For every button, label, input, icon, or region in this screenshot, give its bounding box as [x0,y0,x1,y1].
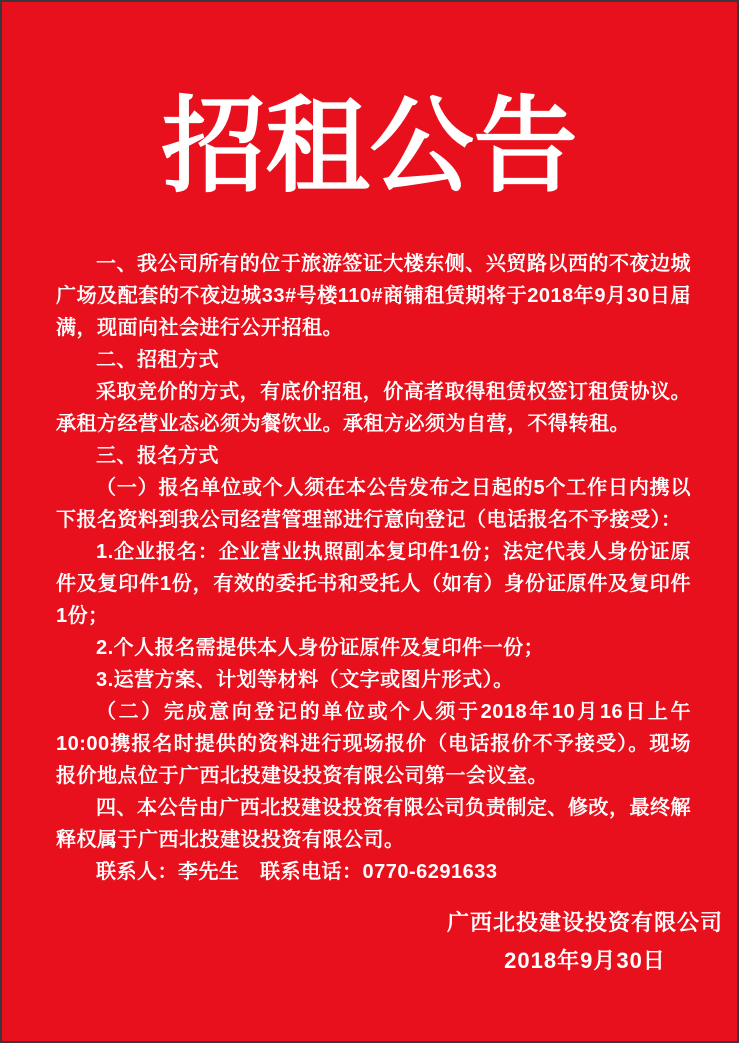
announcement-paragraph: 1.企业报名：企业营业执照副本复印件1份；法定代表人身份证原件及复印件1份，有效的委托书和受托人（如有）身份证原件及复印件1份； [56,541,691,627]
announcement-paragraph: 一、我公司所有的位于旅游签证大楼东侧、兴贸路以西的不夜边城广场及配套的不夜边城33#号楼110#商铺租赁期将于2018年9月30日届满，现面向社会进行公开招租。 [56,253,691,339]
announcement-paragraph: 3.运营方案、计划等材料（文字或图片形式）。 [96,669,514,691]
announcement-paragraph: 联系人：李先生 联系电话：0770-6291633 [96,861,498,883]
poster-title: 招租公告 [161,84,578,207]
announcement-paragraph: 二、招租方式 [96,349,219,371]
signature-block [447,904,723,980]
signature-company: 广西北投建设投资有限公司 [446,910,723,935]
announcement-paragraph: 2.个人报名需提供本人身份证原件及复印件一份； [96,637,545,659]
announcement-paragraph: 三、报名方式 [96,445,219,467]
announcement-body [2,248,737,888]
announcement-paragraph: 采取竞价的方式，有底价招租，价高者取得租赁权签订租赁协议。承租方经营业态必须为餐饮业。承租方必须为自营，不得转租。 [56,381,691,435]
announcement-paragraph: （一）报名单位或个人须在本公告发布之日起的5个工作日内携以下报名资料到我公司经营管理部进行意向登记（电话报名不予接受）： [56,477,691,531]
signature-date: 2018年9月30日 [504,948,666,973]
announcement-paragraph: （二）完成意向登记的单位或个人须于2018年10月16日上午10:00携报名时提供的资料进行现场报价（电话报价不予接受）。现场报价地点位于广西北投建设投资有限公司第一会议室。 [56,701,691,787]
announcement-paragraph: 四、本公告由广西北投建设投资有限公司负责制定、修改，最终解释权属于广西北投建设投资有限公司。 [56,797,691,851]
